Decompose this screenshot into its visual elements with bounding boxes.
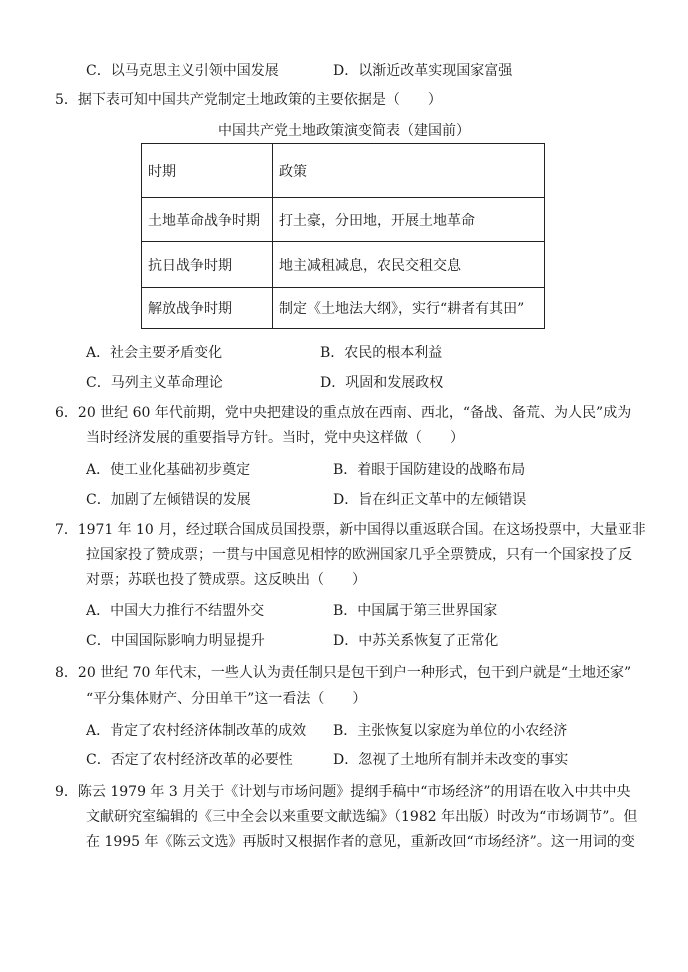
table-row [142, 242, 545, 288]
q7-stem-line-2: 拉国家投了赞成票；一贯与中国意见相悖的欧洲国家几乎全票赞成，只有一个国家投了反 [86, 547, 632, 563]
q7-option-b: B．中国属于第三世界国家 [333, 603, 498, 619]
q4-option-c: C．以马克思主义引领中国发展 [86, 63, 279, 79]
q4-option-d: D．以渐近改革实现国家富强 [333, 63, 513, 79]
q6-option-b: B．着眼于国防建设的战略布局 [333, 462, 526, 478]
q7-stem-line-1: 7．1971 年 10 月，经过联合国成员国投票，新中国得以重返联合国。在这场投票中，大量亚非 [55, 522, 646, 538]
q8-option-a: A．肯定了农村经济体制改革的成效 [86, 723, 307, 739]
land-policy-table [141, 143, 545, 329]
q9-stem-line-2: 文献研究室编辑的《三中全会以来重要文献选编》（1982 年出版）时改为“市场调节”。但 [86, 809, 638, 825]
q7-option-c: C．中国国际影响力明显提升 [86, 633, 265, 649]
q8-option-b: B．主张恢复以家庭为单位的小农经济 [333, 723, 568, 739]
q5-stem: 5．据下表可知中国共产党制定土地政策的主要依据是（ ） [55, 92, 442, 108]
q5-table-caption: 中国共产党土地政策演变简表（建国前） [218, 123, 470, 139]
q6-stem-line-2: 当时经济发展的重要指导方针。当时，党中央这样做（ ） [86, 430, 464, 446]
table-header-policy: 政策 [273, 144, 545, 198]
table-cell-period: 抗日战争时期 [142, 242, 273, 288]
q9-stem-line-1: 9．陈云 1979 年 3 月关于《计划与市场问题》提纲手稿中“市场经济”的用语在收入中共中央 [55, 784, 631, 800]
table-header-row [142, 144, 545, 198]
q6-option-d: D．旨在纠正文革中的左倾错误 [333, 492, 527, 508]
q8-stem-line-2: “平分集体财产、分田单干”这一看法（ ） [86, 691, 367, 707]
q8-option-c: C．否定了农村经济改革的必要性 [86, 752, 293, 768]
q8-stem-line-1: 8．20 世纪 70 年代末，一些人认为责任制只是包干到户一种形式，包干到户就是“土地还家” [55, 665, 632, 681]
q5-option-d: D．巩固和发展政权 [320, 375, 444, 391]
q5-option-a: A．社会主要矛盾变化 [86, 345, 223, 361]
table-row [142, 198, 545, 242]
table-header-period: 时期 [142, 144, 273, 198]
table-cell-policy: 制定《土地法大纲》，实行“耕者有其田” [273, 288, 545, 329]
q6-option-c: C．加剧了左倾错误的发展 [86, 492, 251, 508]
q5-option-c: C．马列主义革命理论 [86, 375, 223, 391]
table-cell-policy: 打土豪，分田地，开展土地革命 [273, 198, 545, 242]
table-row [142, 288, 545, 329]
q7-option-a: A．中国大力推行不结盟外交 [86, 603, 265, 619]
table-cell-period: 土地革命战争时期 [142, 198, 273, 242]
table-cell-period: 解放战争时期 [142, 288, 273, 329]
q9-stem-line-3: 在 1995 年《陈云文选》再版时又根据作者的意见，重新改回“市场经济”。这一用词的变 [86, 834, 635, 850]
table-cell-policy: 地主减租减息，农民交租交息 [273, 242, 545, 288]
q6-stem-line-1: 6．20 世纪 60 年代前期，党中央把建设的重点放在西南、西北，“备战、备荒、为人民”成为 [55, 405, 632, 421]
q6-option-a: A．使工业化基础初步奠定 [86, 462, 251, 478]
q5-option-b: B．农民的根本利益 [320, 345, 443, 361]
q7-stem-line-3: 对票；苏联也投了赞成票。这反映出（ ） [86, 572, 366, 588]
q8-option-d: D．忽视了土地所有制并未改变的事实 [333, 752, 569, 768]
q7-option-d: D．中苏关系恢复了正常化 [333, 633, 499, 649]
